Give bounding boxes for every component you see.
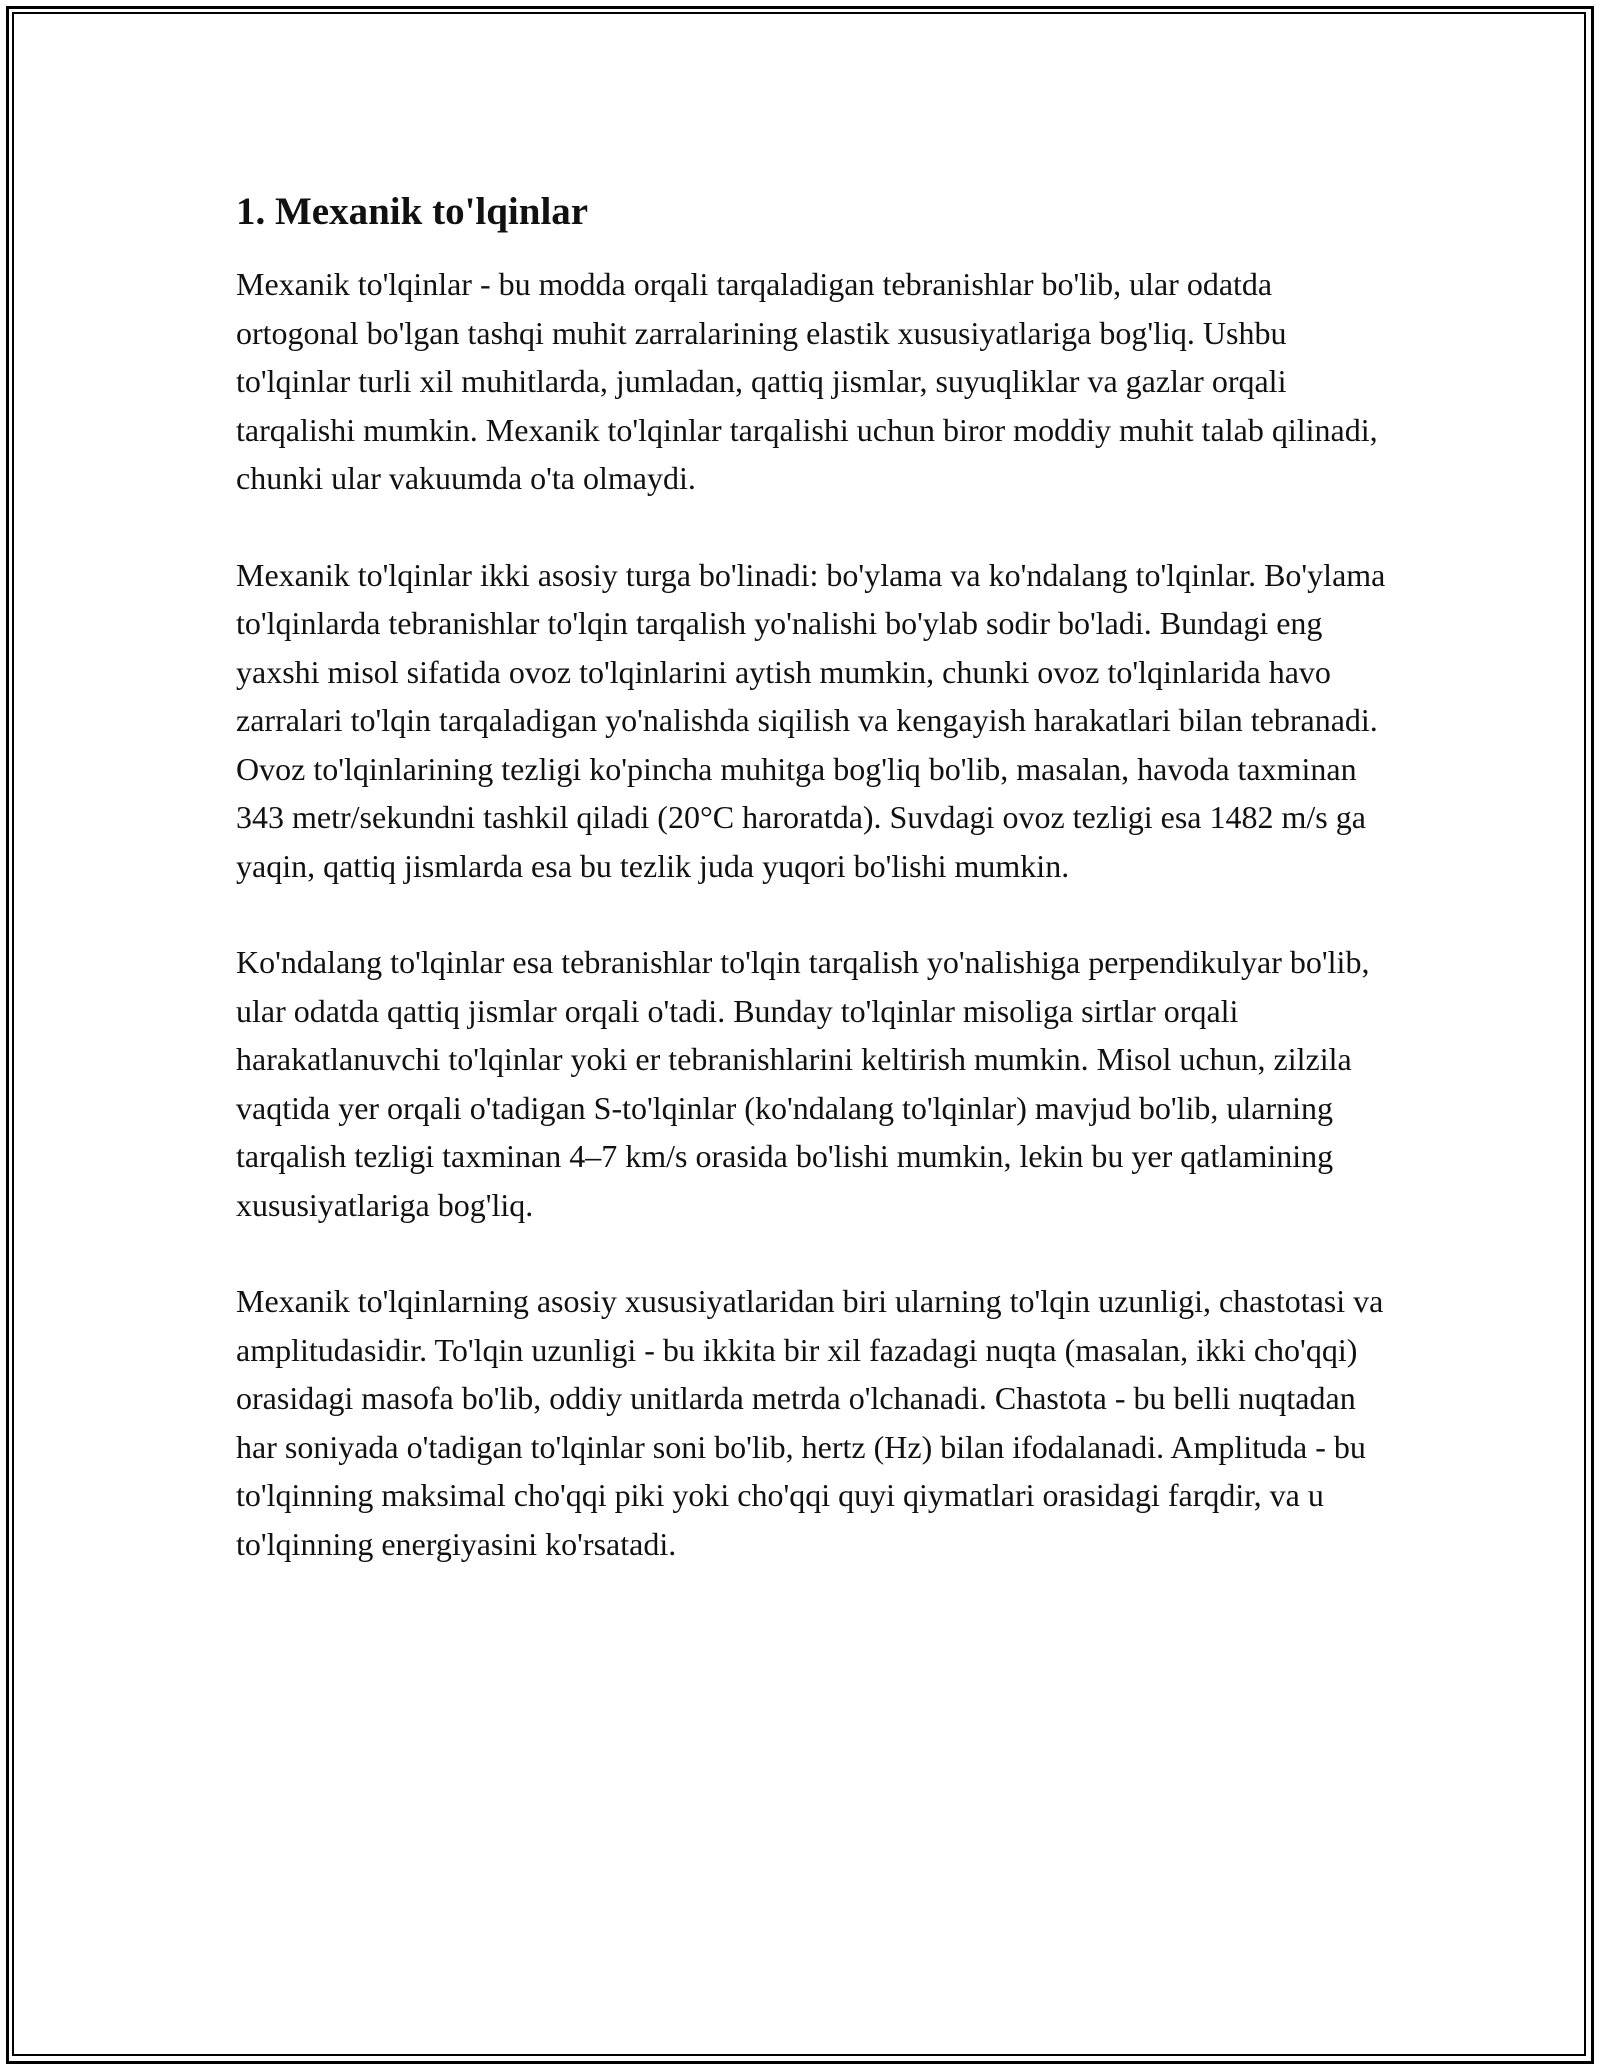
document-body — [236, 186, 1386, 1616]
paragraph-wave-properties: Mexanik to'lqinlarning asosiy xususiyatlaridan biri ularning to'lqin uzunligi, chastotasi va amplitudasidir. To'lqin uzunligi - bu ikkita bir xil fazadagi nuqta (masalan, ikki cho'qqi) orasidagi masofa bo'lib, oddiy unitlarda metrda o'lchanadi. Chastota - bu belli nuqtadan har soniyada o'tadigan to'lqinlar soni bo'lib, hertz (Hz) bilan ifodalanadi. Amplituda - bu to'lqinning maksimal cho'qqi piki yoki cho'qqi quyi qiymatlari orasidagi farqdir, va u to'lqinning energiyasini ko'rsatadi. — [236, 1283, 1384, 1562]
paragraph-transverse-waves: Ko'ndalang to'lqinlar esa tebranishlar to'lqin tarqalish yo'nalishiga perpendikulyar bo'lib, ular odatda qattiq jismlar orqali o'tadi. Bunday to'lqinlar misoliga sirtlar orqali harakatlanuvchi to'lqinlar yoki er tebranishlarini keltirish mumkin. Misol uchun, zilzila vaqtida yer orqali o'tadigan S-to'lqinlar (ko'ndalang to'lqinlar) mavjud bo'lib, ularning tarqalish tezligi taxminan 4–7 km/s orasida bo'lishi mumkin, lekin bu yer qatlamining xususiyatlariga bog'liq. — [236, 944, 1370, 1223]
section-heading: 1. Mexanik to'lqinlar — [236, 190, 589, 233]
paragraph-intro: Mexanik to'lqinlar - bu modda orqali tarqaladigan tebranishlar bo'lib, ular odatda ortogonal bo'lgan tashqi muhit zarralarining elastik xususiyatlariga bog'liq. Ushbu to'lqinlar turli xil muhitlarda, jumladan, qattiq jismlar, suyuqliklar va gazlar orqali tarqalishi mumkin. Mexanik to'lqinlar tarqalishi uchun biror moddiy muhit talab qilinadi, chunki ular vakuumda o'ta olmaydi. — [236, 266, 1378, 496]
paragraph-longitudinal-waves: Mexanik to'lqinlar ikki asosiy turga bo'linadi: bo'ylama va ko'ndalang to'lqinlar. Bo'ylama to'lqinlarda tebranishlar to'lqin tarqalish yo'nalishi bo'ylab sodir bo'ladi. Bundagi eng yaxshi misol sifatida ovoz to'lqinlarini aytish mumkin, chunki ovoz to'lqinlarida havo zarralari to'lqin tarqaladigan yo'nalishda siqilish va kengayish harakatlari bilan tebranadi. Ovoz to'lqinlarining tezligi ko'pincha muhitga bog'liq bo'lib, masalan, havoda taxminan 343 metr/sekundni tashkil qiladi (20°C haroratda). Suvdagi ovoz tezligi esa 1482 m/s ga yaqin, qattiq jismlarda esa bu tezlik juda yuqori bo'lishi mumkin. — [236, 556, 1386, 884]
